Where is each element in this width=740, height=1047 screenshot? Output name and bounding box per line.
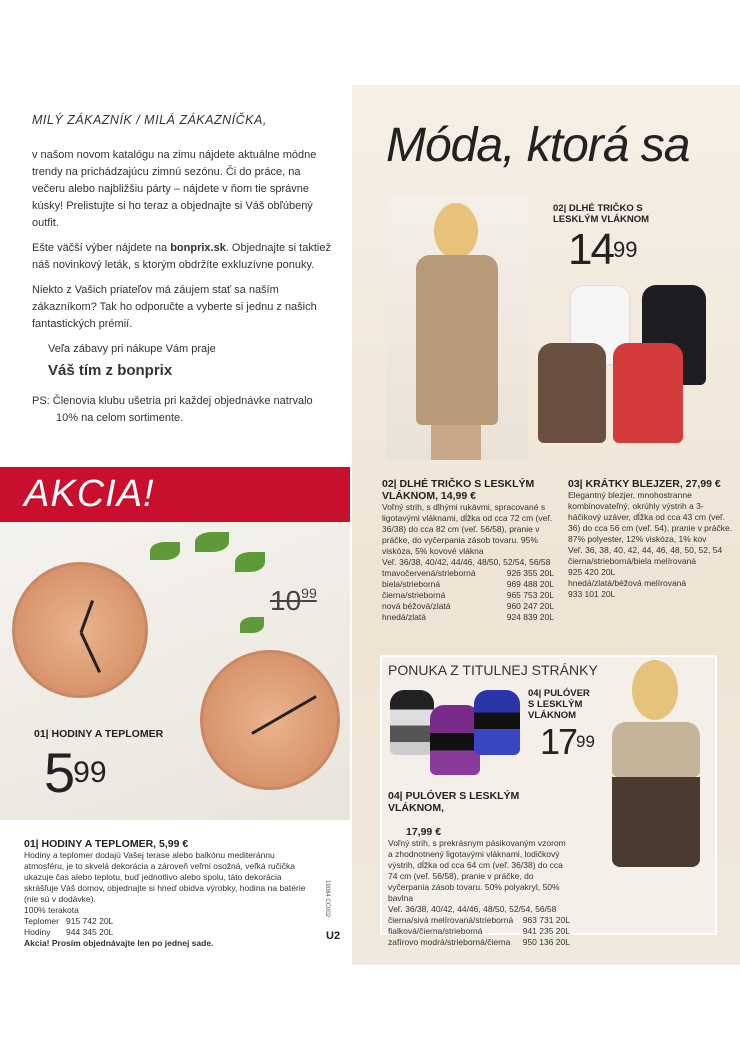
variant-row: zafírovo modrá/strieborná/čierna 950 136 20L (388, 937, 570, 947)
model-hair (632, 660, 678, 720)
shirt-label: 02| DLHÉ TRIČKO S LESKLÝM VLÁKNOM (553, 203, 650, 225)
clock-description-block (24, 838, 314, 949)
greeting: MILÝ ZÁKAZNÍK / MILÁ ZÁKAZNÍČKA, (32, 113, 267, 127)
clock-title: 01| HODINY A TEPLOMER, 5,99 € (24, 838, 189, 850)
shirt-red (613, 343, 683, 443)
sweater-label: 04| PULÓVER S LESKLÝM VLÁKNOM (528, 688, 590, 721)
shirt-beige (416, 255, 498, 425)
blazer-desc: Elegantný blezjer, mnohostranne kombinovateľný, okrúhly výstrih a 3-háčikový uzáver, dĺžka od cca 43 cm (veľ. 36) do cca 56 cm (veľ. 54), pranie v práčke. 87% polyester, 12% viskóza, 1% kov (568, 490, 733, 544)
sweater-sizes: Veľ. 36/38, 40/42, 44/46, 48/50, 52/54, 56/58 (388, 904, 557, 914)
signature: Váš tím z bonprix (48, 362, 173, 379)
variant-row: hnedá/zlatá 924 839 20L (382, 612, 554, 622)
variant-row: čierna/strieborná 965 753 20L (382, 590, 554, 600)
shirt-desc: Voľný strih, s dlhými rukávmi, spracované s ligotavými vláknami, dĺžka od cca 72 cm (veľ. 36/38) do cca 82 cm (veľ. 56/58), pranie v práčke, do vyčerpania zásob tovaru. 95% viskóza, 5% kovové vlákna (382, 502, 553, 556)
variant-name: hnedá/zlatá/béžová melírovaná (568, 578, 687, 588)
model-legs (431, 425, 481, 460)
clock-label: 01| HODINY A TEPLOMER (34, 728, 164, 740)
sweater-stripe (612, 777, 700, 867)
shirt-title: 02| DLHÉ TRIČKO S LESKLÝM VLÁKNOM, 14,99 € (382, 478, 535, 502)
thermometer-hand (251, 721, 272, 735)
blazer-description-block (568, 478, 733, 600)
variant-code: 925 420 20L (568, 567, 616, 577)
website-link[interactable]: bonprix.sk (170, 242, 226, 254)
cover-offer-title: PONUKA Z TITULNEJ STRÁNKY (388, 662, 598, 678)
variant-row: tmavočervená/strieborná 926 355 20L (382, 568, 554, 578)
sweater-black (390, 690, 434, 755)
sweater-price: $17^{99}$ (540, 721, 595, 762)
variant-row: Teplomer 915 742 20L (24, 916, 114, 926)
intro-letter (32, 112, 332, 435)
sweater-description-block (388, 790, 570, 948)
variant-row: nová béžová/zlatá 960 247 20L (382, 601, 554, 611)
thermometer-hand (270, 695, 317, 724)
clock-hand (80, 632, 101, 673)
shirt-description-block (382, 478, 554, 623)
plant-leaf (150, 542, 180, 560)
model-photo-sweater (590, 660, 710, 930)
variant-row: čierna/sivá melírovaná/strieborná 963 731 20L (388, 915, 570, 925)
plant-leaf (240, 617, 264, 633)
catalog-code: 19084 CC002 (324, 880, 330, 918)
headline: Móda, ktorá sa (386, 119, 690, 172)
variant-row: biela/strieborná 969 488 20L (382, 579, 554, 589)
model-hair (434, 203, 478, 259)
clock-desc: Hodiny a teplomer dodajú Vašej terase alebo balkónu mediteránnu atmosféru, je to skvelá dekorácia a zároveň veľmi osožná, veľká ručička ukazuje čas alebo teplotu, buď jednotlivo alebo spolu, táto dekorácia skrášľuje Váš domov, objednajte si hneď obidva výrobky, hodina na batérie (nie sú v dodávke). (24, 850, 306, 904)
variant-row: Hodiny 944 345 20L (24, 927, 114, 937)
model-photo-shirt (386, 195, 528, 460)
sweater-title: 04| PULÓVER S LESKLÝM VLÁKNOM, (388, 790, 520, 814)
clock-price: $5^{99}$ (44, 741, 107, 804)
variant-row: fialková/čierna/strieborná 941 235 20L (388, 926, 570, 936)
sweater-purple (430, 705, 480, 775)
intro-paragraph: v našom novom katalógu na zimu nájdete aktuálne módne trendy na prichádzajúcu zimnú sezónu. Či do práce, na večeru alebo najbližšiu párty – nájdete v ňom tie správne kúsky! Prelistujte si ho teraz a objednajte si Váš obľúbený outfit. (32, 149, 317, 229)
shirt-price: $14^{99}$ (568, 225, 638, 274)
clock-hand (80, 600, 94, 633)
wish: Veľa zábavy pri nákupe Vám praje (48, 343, 216, 355)
blazer-title: 03| KRÁTKY BLEJZER, 27,99 € (568, 478, 721, 490)
postscript: PS: Členovia klubu ušetria pri každej objednávke natrvalo 10% na celom sortimente. (32, 395, 313, 424)
sweater-desc: Voľný strih, s prekrásnym pásikovaným vzorom a zhodnotnený ligotavými vláknami, lodičkový výstrih, dĺžka od cca 64 cm (veľ. 36/38) do cca 74 cm (veľ. 56/58), pranie v práčke, do vyčerpania zásob tovaru. 50% polyakryl, 50% bavlna (388, 838, 566, 903)
sweater-stripe (612, 722, 700, 777)
intro-paragraph: Niekto z Vašich priateľov má záujem stať sa naším zákazníkom? Tak ho odporučte a vyberte si jednu z našich fantastických prémií. (32, 284, 317, 330)
sweater-title-price: 17,99 € (406, 826, 442, 838)
variant-name: čierna/strieborná/biela melírovaná (568, 556, 697, 566)
shirt-sizes: Veľ. 36/38, 40/42, 44/46, 48/50, 52/54, 56/58 (382, 557, 551, 567)
blazer-sizes: Veľ. 36, 38, 40, 42, 44, 46, 48, 50, 52, 54 (568, 545, 723, 555)
clock (12, 562, 148, 698)
sweater-blue (474, 690, 520, 755)
plant-leaf (235, 552, 265, 572)
akcia-banner: AKCIA! (0, 467, 350, 522)
intro-paragraph: Ešte väčší výber nájdete na bonprix.sk. Objednajte si taktiež náš novinkový leták, s ktorým obdržíte exkluzívne ponuky. (32, 242, 331, 271)
clock-note: Akcia! Prosím objednávajte len po jednej sade. (24, 938, 214, 948)
variant-code: 933 101 20L (568, 589, 616, 599)
plant-leaf (195, 532, 229, 552)
old-price: $10^{99}$ (270, 585, 317, 616)
thermometer (200, 650, 340, 790)
clock-material: 100% terakota (24, 905, 79, 915)
shirt-brown (538, 343, 606, 443)
page-number: U2 (326, 930, 341, 942)
